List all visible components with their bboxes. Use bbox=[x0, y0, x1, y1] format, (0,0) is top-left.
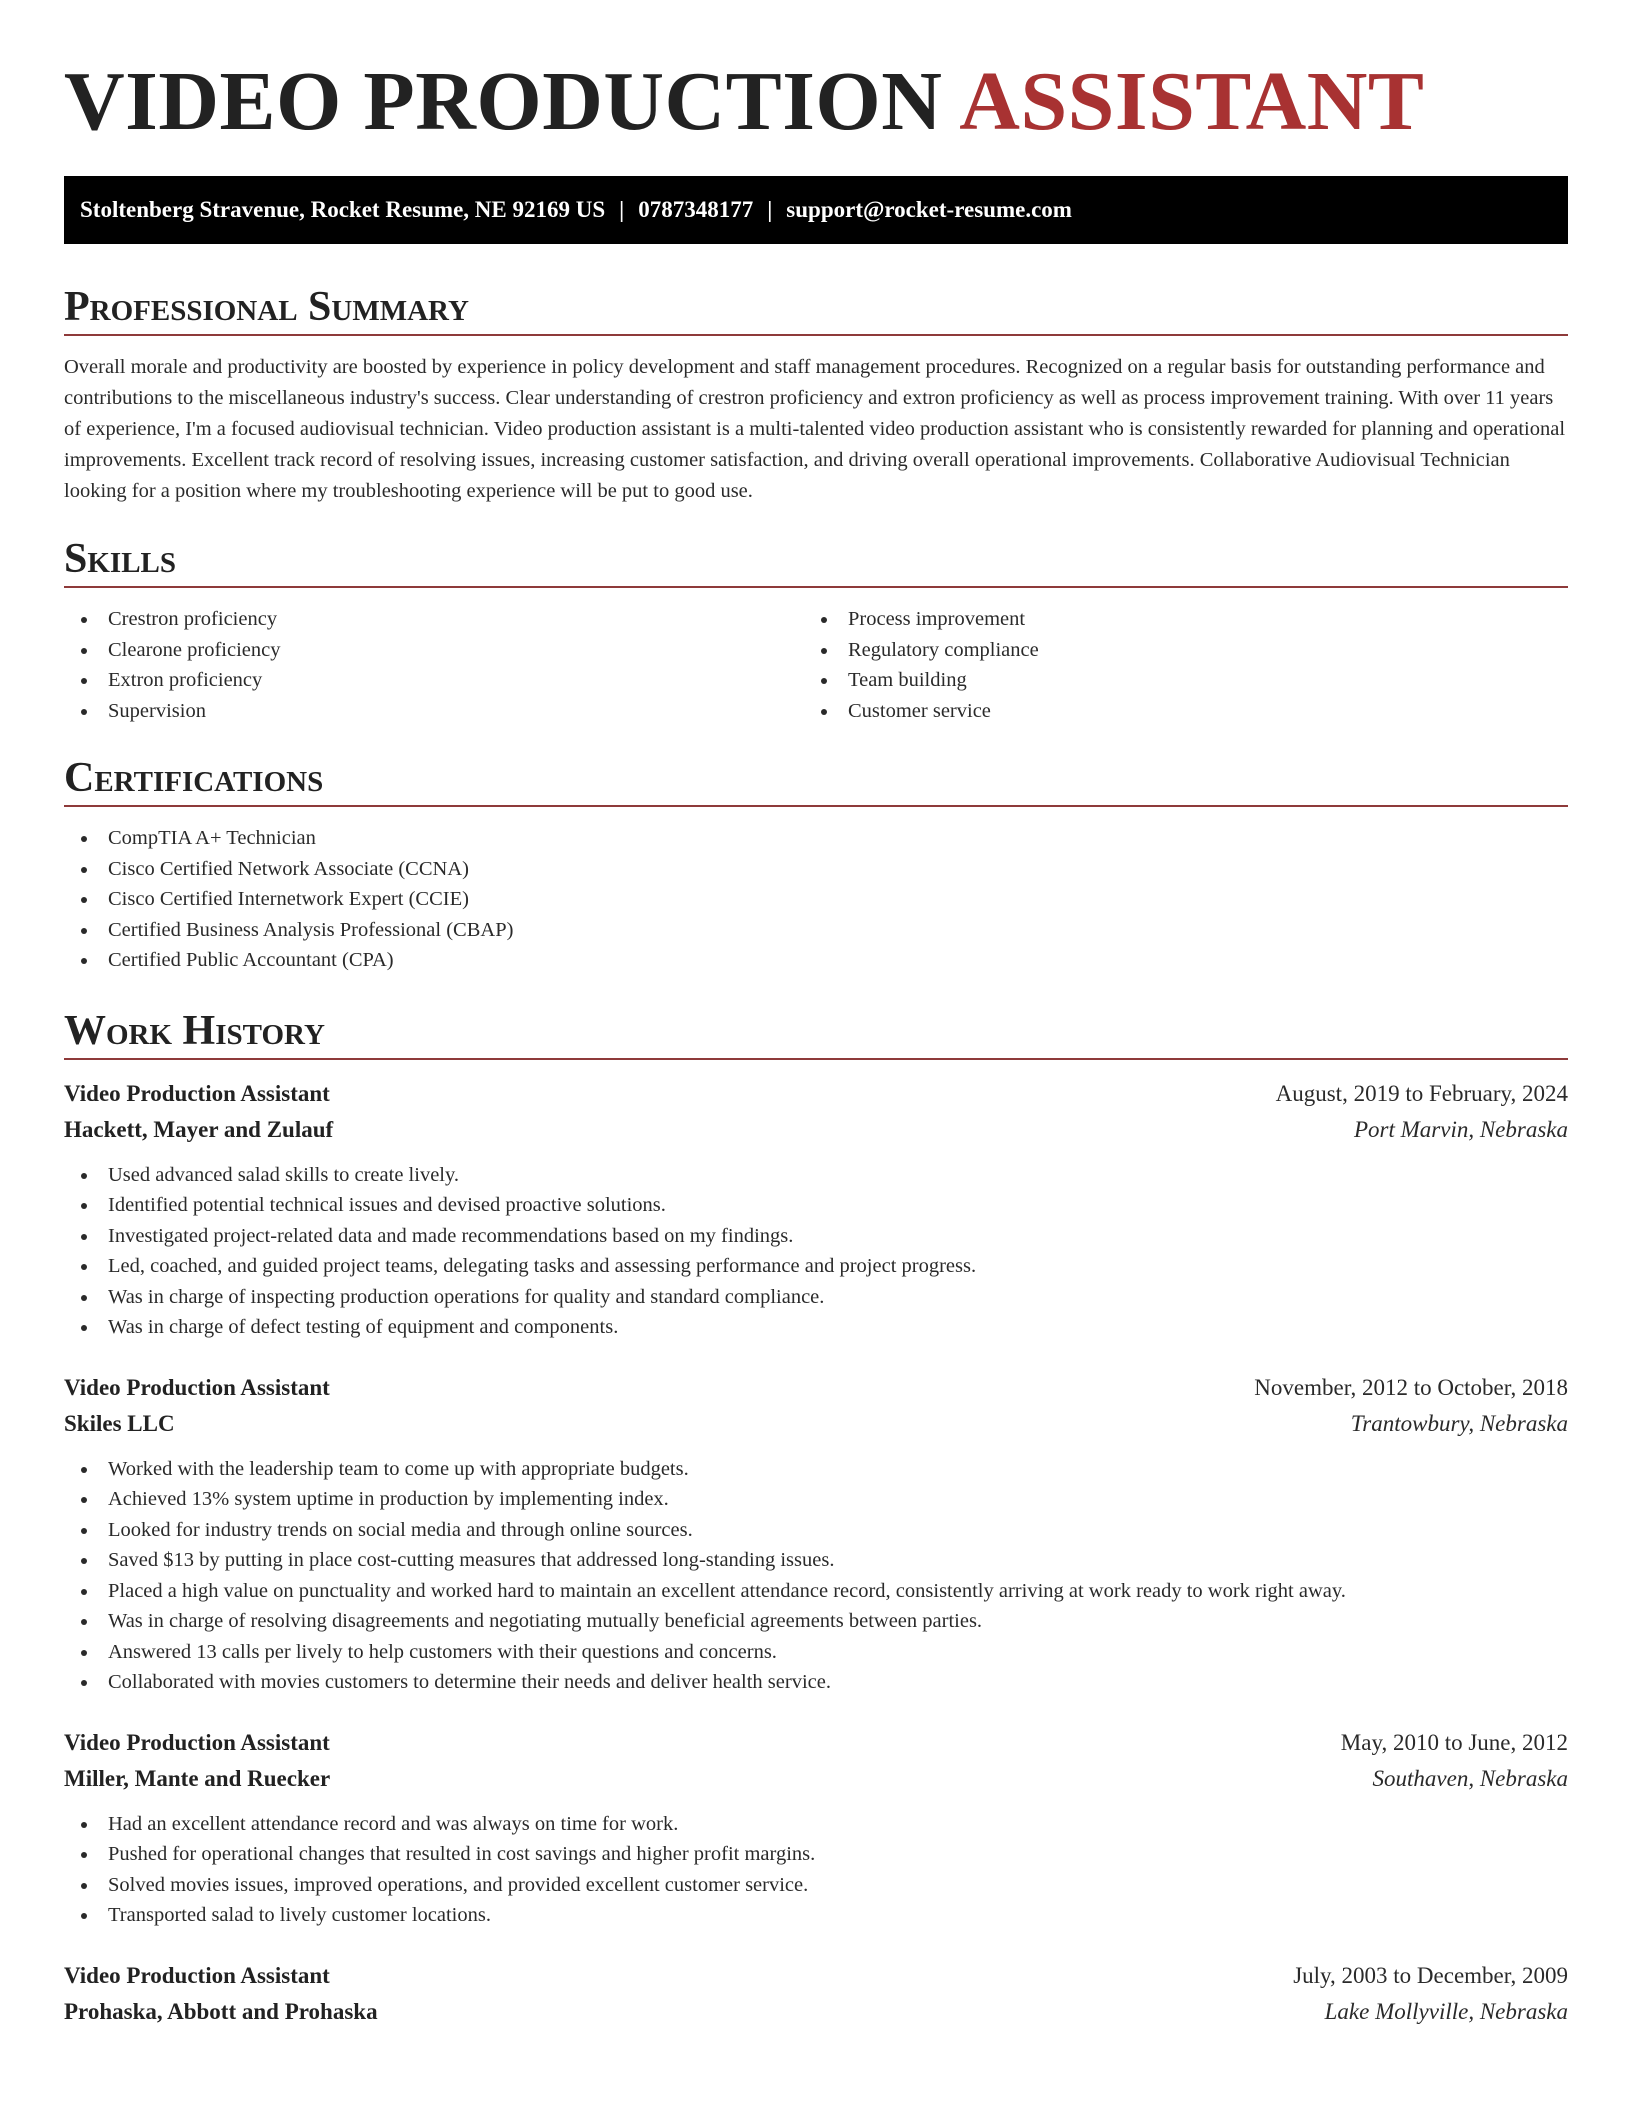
list-item: Team building bbox=[804, 665, 1544, 696]
list-item: Regulatory compliance bbox=[804, 635, 1544, 666]
job-location: Lake Mollyville, Nebraska bbox=[1324, 1998, 1568, 2024]
section-divider bbox=[64, 1058, 1568, 1060]
list-item: Certified Business Analysis Professional (CBAP) bbox=[64, 915, 1568, 946]
contact-separator: | bbox=[767, 197, 773, 222]
list-item: Certified Public Accountant (CPA) bbox=[64, 945, 1568, 976]
list-item: Investigated project-related data and made recommendations based on my findings. bbox=[64, 1221, 1568, 1252]
job-dates: May, 2010 to June, 2012 bbox=[1340, 1729, 1568, 1755]
list-item: Supervision bbox=[64, 696, 804, 727]
job-header-row bbox=[64, 1076, 1568, 1112]
job-entry bbox=[64, 1370, 1568, 1698]
skills-list-left bbox=[64, 604, 804, 726]
skills-list-right bbox=[804, 604, 1544, 726]
job-company: Miller, Mante and Ruecker bbox=[64, 1765, 331, 1791]
job-title: Video Production Assistant bbox=[64, 1729, 330, 1755]
resume-title bbox=[64, 0, 1568, 152]
list-item: Was in charge of inspecting production operations for quality and standard compliance. bbox=[64, 1282, 1568, 1313]
list-item: Identified potential technical issues and devised proactive solutions. bbox=[64, 1190, 1568, 1221]
contact-email: support@rocket-resume.com bbox=[786, 197, 1072, 222]
job-title: Video Production Assistant bbox=[64, 1080, 330, 1106]
contact-bar bbox=[64, 176, 1568, 244]
work-history-heading: Work History bbox=[64, 1007, 325, 1054]
job-subheader-row bbox=[64, 1994, 1568, 2030]
job-subheader-row bbox=[64, 1406, 1568, 1442]
job-bullets bbox=[64, 1809, 1568, 1931]
job-subheader-row bbox=[64, 1761, 1568, 1797]
list-item: Saved $13 by putting in place cost-cutting measures that addressed long-standing issues. bbox=[64, 1545, 1568, 1576]
list-item: CompTIA A+ Technician bbox=[64, 823, 1568, 854]
list-item: Achieved 13% system uptime in production by implementing index. bbox=[64, 1484, 1568, 1515]
list-item: Crestron proficiency bbox=[64, 604, 804, 635]
title-accent: ASSISTANT bbox=[959, 55, 1425, 148]
job-header-row bbox=[64, 1725, 1568, 1761]
resume-page bbox=[64, 0, 1568, 2030]
job-subheader-row bbox=[64, 1112, 1568, 1148]
contact-separator: | bbox=[619, 197, 625, 222]
job-title: Video Production Assistant bbox=[64, 1374, 330, 1400]
job-bullets bbox=[64, 1454, 1568, 1698]
job-location: Trantowbury, Nebraska bbox=[1350, 1410, 1568, 1436]
list-item: Customer service bbox=[804, 696, 1544, 727]
summary-heading: Professional Summary bbox=[64, 284, 469, 330]
job-entry bbox=[64, 1958, 1568, 2030]
list-item: Process improvement bbox=[804, 604, 1544, 635]
list-item: Answered 13 calls per lively to help customers with their questions and concerns. bbox=[64, 1637, 1568, 1668]
job-location: Port Marvin, Nebraska bbox=[1353, 1116, 1568, 1142]
list-item: Was in charge of defect testing of equipment and components. bbox=[64, 1312, 1568, 1343]
job-company: Skiles LLC bbox=[64, 1410, 175, 1436]
certifications-list bbox=[64, 823, 1568, 976]
skills-heading: Skills bbox=[64, 536, 177, 582]
list-item: Extron proficiency bbox=[64, 665, 804, 696]
job-entry bbox=[64, 1725, 1568, 1931]
job-header-row bbox=[64, 1370, 1568, 1406]
skills-section bbox=[64, 534, 1568, 726]
job-title: Video Production Assistant bbox=[64, 1962, 330, 1988]
job-entry bbox=[64, 1076, 1568, 1343]
job-dates: August, 2019 to February, 2024 bbox=[1275, 1080, 1568, 1106]
list-item: Had an excellent attendance record and was always on time for work. bbox=[64, 1809, 1568, 1840]
list-item: Worked with the leadership team to come up with appropriate budgets. bbox=[64, 1454, 1568, 1485]
list-item: Transported salad to lively customer locations. bbox=[64, 1900, 1568, 1931]
certifications-heading: Certifications bbox=[64, 755, 324, 801]
certifications-section bbox=[64, 753, 1568, 976]
contact-address: Stoltenberg Stravenue, Rocket Resume, NE 92169 US bbox=[80, 197, 606, 222]
contact-phone: 0787348177 bbox=[638, 197, 754, 222]
summary-section bbox=[64, 282, 1568, 507]
list-item: Led, coached, and guided project teams, delegating tasks and assessing performance and project progress. bbox=[64, 1251, 1568, 1282]
list-item: Was in charge of resolving disagreements and negotiating mutually beneficial agreements between parties. bbox=[64, 1606, 1568, 1637]
list-item: Placed a high value on punctuality and worked hard to maintain an excellent attendance record, consistently arriving at work ready to work right away. bbox=[64, 1576, 1568, 1607]
section-divider bbox=[64, 586, 1568, 588]
list-item: Cisco Certified Network Associate (CCNA) bbox=[64, 854, 1568, 885]
summary-text: Overall morale and productivity are boosted by experience in policy development and staff management procedures. Recognized on a regular basis for outstanding performance and contributions to the miscellaneous industry's success. Clear understanding of crestron proficiency and extron proficiency as well as process improvement training. With over 11 years of experience, I'm a focused audiovisual technician. Video production assistant is a multi-talented video production assistant who is consistently rewarded for planning and operational improvements. Excellent track record of resolving issues, increasing customer satisfaction, and driving overall operational improvements. Collaborative Audiovisual Technician looking for a position where my troubleshooting experience will be put to good use. bbox=[64, 356, 1566, 502]
job-company: Hackett, Mayer and Zulauf bbox=[64, 1116, 334, 1142]
job-header-row bbox=[64, 1958, 1568, 1994]
work-history-section bbox=[64, 1006, 1568, 2030]
job-dates: July, 2003 to December, 2009 bbox=[1293, 1962, 1568, 1988]
list-item: Pushed for operational changes that resulted in cost savings and higher profit margins. bbox=[64, 1839, 1568, 1870]
list-item: Cisco Certified Internetwork Expert (CCIE) bbox=[64, 884, 1568, 915]
job-bullets bbox=[64, 1160, 1568, 1343]
skills-grid bbox=[64, 604, 1568, 726]
list-item: Looked for industry trends on social media and through online sources. bbox=[64, 1515, 1568, 1546]
title-main: VIDEO PRODUCTION bbox=[64, 55, 943, 148]
section-divider bbox=[64, 334, 1568, 336]
section-divider bbox=[64, 805, 1568, 807]
list-item: Used advanced salad skills to create lively. bbox=[64, 1160, 1568, 1191]
list-item: Collaborated with movies customers to determine their needs and deliver health service. bbox=[64, 1667, 1568, 1698]
list-item: Clearone proficiency bbox=[64, 635, 804, 666]
list-item: Solved movies issues, improved operations, and provided excellent customer service. bbox=[64, 1870, 1568, 1901]
job-dates: November, 2012 to October, 2018 bbox=[1254, 1374, 1568, 1400]
job-location: Southaven, Nebraska bbox=[1372, 1765, 1568, 1791]
job-company: Prohaska, Abbott and Prohaska bbox=[64, 1998, 378, 2024]
